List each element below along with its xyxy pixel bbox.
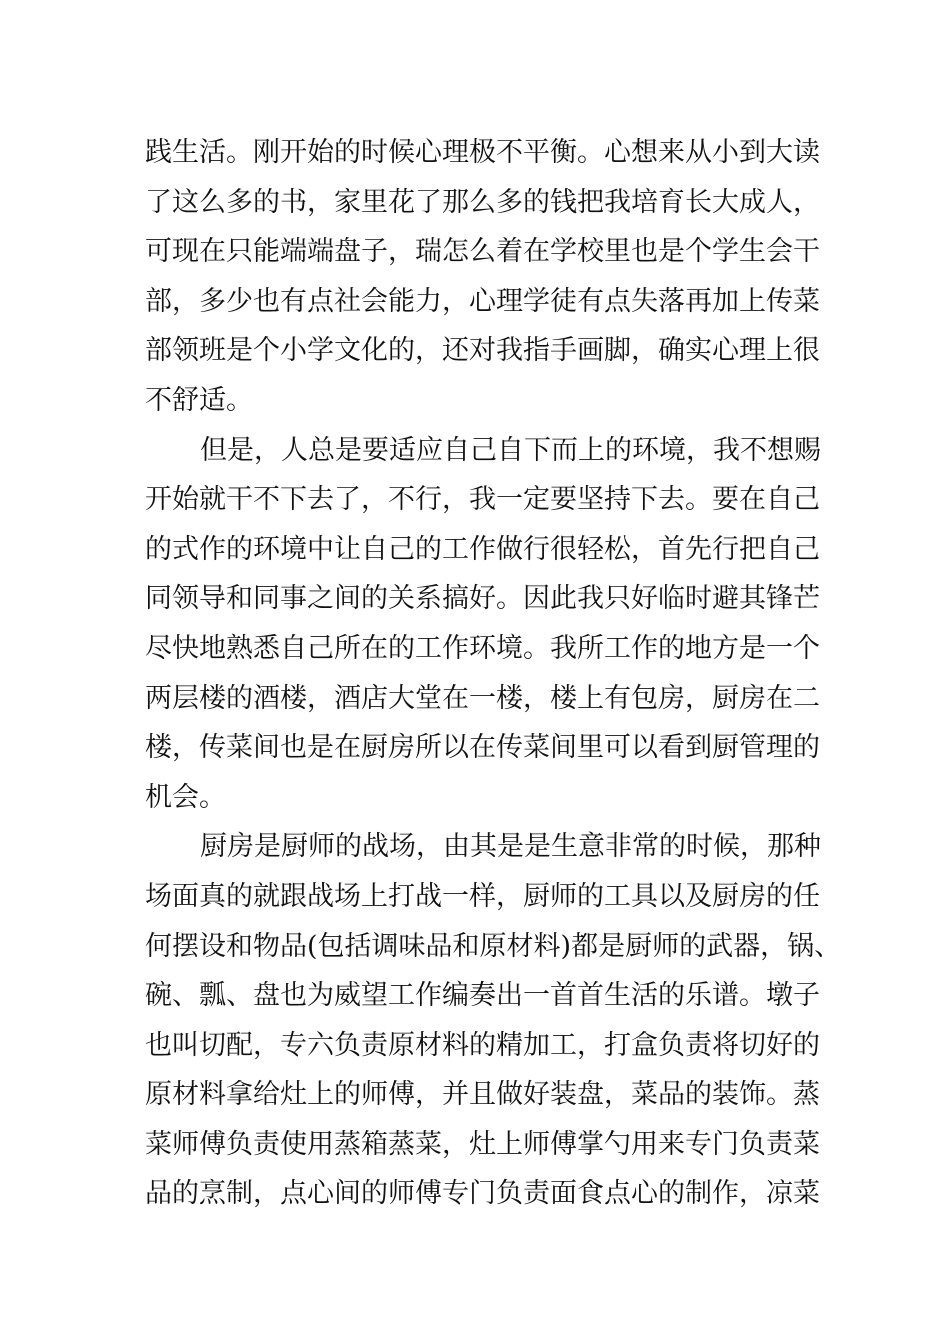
text-line: 开始就干不下去了，不行，我一定要坚持下去。要在自己 — [145, 484, 820, 516]
text-line: 厨房是厨师的战场，由其是是生意非常的时候，那种 — [200, 831, 821, 863]
text-line: 何摆设和物品(包括调味品和原材料)都是厨师的武器，锅、 — [145, 930, 842, 962]
text-line: 碗、瓢、盘也为威望工作编奏出一首首生活的乐谱。墩子 — [145, 980, 820, 1012]
text-line: 楼，传菜间也是在厨房所以在传菜间里可以看到厨管理的 — [145, 732, 820, 764]
text-line: 菜师傅负责使用蒸箱蒸菜，灶上师傅掌勺用来专门负责菜 — [145, 1128, 820, 1160]
text-line: 同领导和同事之间的关系搞好。因此我只好临时避其锋芒 — [145, 583, 820, 615]
text-line: 践生活。刚开始的时候心理极不平衡。心想来从小到大读 — [145, 137, 820, 168]
text-line: 尽快地熟悉自己所在的工作环境。我所工作的地方是一个 — [145, 632, 820, 664]
text-line: 机会。 — [145, 781, 226, 813]
text-line: 原材料拿给灶上的师傅，并且做好装盘，菜品的装饰。蒸 — [145, 1079, 820, 1111]
text-line: 不舒适。 — [145, 384, 253, 416]
text-line: 但是，人总是要适应自己自下而上的环境，我不想赐 — [200, 434, 821, 466]
paragraph — [145, 426, 845, 823]
text-line: 也叫切配，专六负责原材料的精加工，打盒负责将切好的 — [145, 1029, 820, 1061]
text-line: 了这么多的书，家里花了那么多的钱把我培育长大成人， — [145, 186, 820, 218]
text-line: 部，多少也有点社会能力，心理学徒有点失落再加上传菜 — [145, 285, 820, 317]
text-line: 两层楼的酒楼，酒店大堂在一楼，楼上有包房，厨房在二 — [145, 682, 820, 714]
text-line: 品的烹制，点心间的师傅专门负责面食点心的制作，凉菜 — [145, 1178, 820, 1210]
text-line: 场面真的就跟战场上打战一样，厨师的工具以及厨房的任 — [145, 880, 820, 912]
text-line: 的式作的环境中让自己的工作做行很轻松，首先行把自己 — [145, 533, 820, 565]
text-line: 部领班是个小学文化的，还对我指手画脚，确实心理上很 — [145, 335, 820, 367]
paragraph — [145, 128, 845, 426]
body-text — [145, 128, 845, 1219]
paragraph — [145, 822, 845, 1219]
text-line: 可现在只能端端盘子，瑞怎么着在学校里也是个学生会干 — [145, 236, 820, 268]
